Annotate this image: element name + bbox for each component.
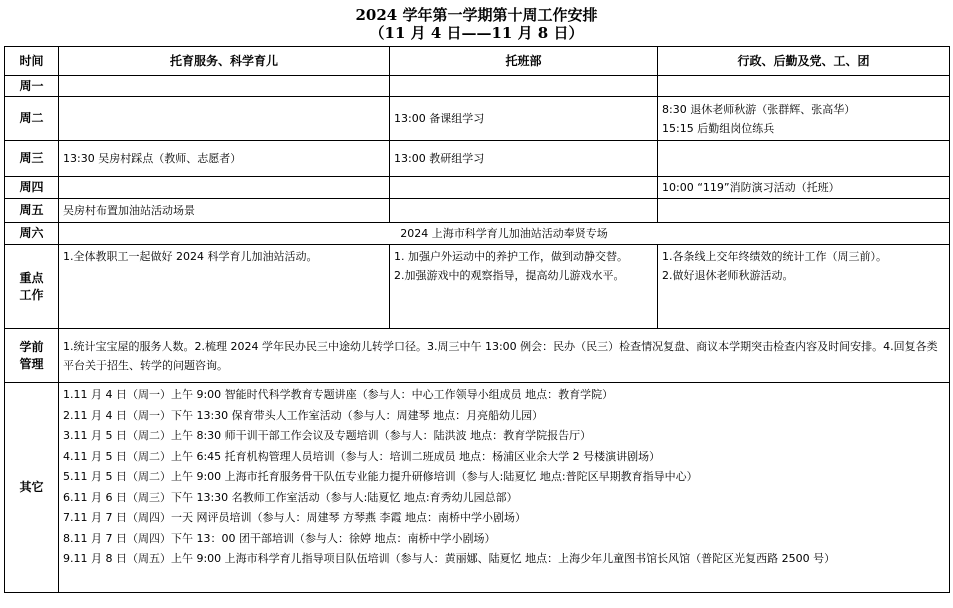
saturday-event: 2024 上海市科学育儿加油站活动奉贤专场	[59, 223, 950, 245]
cell-childcare	[59, 177, 390, 199]
focus-label	[5, 245, 59, 329]
list-item: 4.11 月 5 日（周二）上午 6:45 托育机构管理人员培训（参与人：培训二班成员 地点：杨浦区业余大学 2 号楼演讲剧场）	[63, 449, 661, 463]
day-label: 周五	[5, 199, 59, 223]
other-list	[59, 383, 950, 593]
preschool-label-line: 管理	[19, 356, 44, 371]
day-label: 周六	[5, 223, 59, 245]
cell-nursery: 13:00 教研组学习	[390, 141, 658, 177]
day-label: 周二	[5, 97, 59, 141]
cell-childcare	[59, 76, 390, 97]
cell-nursery	[390, 199, 658, 223]
table-row-wednesday	[5, 141, 950, 177]
table-row-preschool	[5, 329, 950, 383]
list-item: 3.11 月 5 日（周二）上午 8:30 师干训干部工作会议及专题培训（参与人：陆洪波 地点：教育学院报告厅）	[63, 429, 592, 442]
focus-nursery-item: 2.加强游戏中的观察指导，提高幼儿游戏水平。	[394, 269, 625, 282]
list-item: 7.11 月 7 日（周四）一天 网评员培训（参与人：周建琴 方琴燕 李霞 地点：南桥中学小剧场）	[63, 511, 526, 524]
cell-childcare: 吴房村布置加油站活动场景	[59, 199, 390, 223]
table-row-friday	[5, 199, 950, 223]
cell-nursery	[390, 177, 658, 199]
cell-nursery	[390, 76, 658, 97]
cell-admin: 10:00 “119”消防演习活动（托班）	[658, 177, 950, 199]
admin-line: 8:30 退休老师秋游（张群辉、张高华）	[662, 102, 856, 116]
list-item: 5.11 月 5 日（周二）上午 9:00 上海市托育服务骨干队伍专业能力提升研修培训（参与人:陆夏忆 地点:普陀区早期教育指导中心）	[63, 470, 698, 483]
table-row-other	[5, 383, 950, 593]
day-label: 周四	[5, 177, 59, 199]
table-row-monday	[5, 76, 950, 97]
cell-admin	[658, 97, 950, 141]
focus-label-line: 重点	[19, 270, 44, 285]
focus-admin-item: 2.做好退休老师秋游活动。	[662, 269, 794, 282]
header-admin: 行政、后勤及党、工、团	[658, 47, 950, 76]
table-row-saturday	[5, 223, 950, 245]
schedule-table	[4, 46, 950, 593]
header-nursery: 托班部	[390, 47, 658, 76]
list-item: 1.11 月 4 日（周一）上午 9:00 智能时代科学教育专题讲座（参与人：中心工作领导小组成员 地点：教育学院）	[63, 388, 614, 401]
cell-nursery: 13:00 备课组学习	[390, 97, 658, 141]
preschool-text: 1.统计宝宝屋的服务人数。2.梳理 2024 学年民办民三中途幼儿转学口径。3.周三中午 13:00 例会：民办（民三）检查情况复盘、商议本学期突击检查内容及时间安排。4.回复各类平台关于招生、转学的问题咨询。	[59, 329, 950, 383]
list-item: 9.11 月 8 日（周五）上午 9:00 上海市科学育儿指导项目队伍培训（参与人：黄丽娜、陆夏忆 地点：上海少年儿童图书馆长风馆（普陀区光复西路 2500 号）	[63, 552, 836, 565]
focus-label-line: 工作	[19, 287, 44, 302]
header-time: 时间	[5, 47, 59, 76]
cell-admin	[658, 76, 950, 97]
preschool-label	[5, 329, 59, 383]
header-childcare: 托育服务、科学育儿	[59, 47, 390, 76]
focus-nursery	[390, 245, 658, 329]
page-title: 2024 学年第一学期第十周工作安排	[355, 6, 598, 24]
day-label: 周一	[5, 76, 59, 97]
table-row-tuesday	[5, 97, 950, 141]
other-label: 其它	[5, 383, 59, 593]
cell-admin	[658, 141, 950, 177]
cell-admin	[658, 199, 950, 223]
header-row	[5, 47, 950, 76]
focus-childcare: 1.全体教职工一起做好 2024 科学育儿加油站活动。	[59, 245, 390, 329]
list-item: 6.11 月 6 日（周三）下午 13:30 名教师工作室活动（参与人:陆夏忆 地点:育秀幼儿园总部）	[63, 490, 518, 504]
table-row-thursday	[5, 177, 950, 199]
page-subtitle: （11 月 4 日——11 月 8 日）	[369, 24, 584, 42]
list-item: 8.11 月 7 日（周四）下午 13：00 团干部培训（参与人：徐婷 地点：南桥中学小剧场）	[63, 531, 496, 545]
focus-admin-item: 1.各条线上交年终绩效的统计工作（周三前）。	[662, 250, 887, 263]
focus-nursery-item: 1. 加强户外运动中的养护工作，做到动静交替。	[394, 250, 628, 263]
cell-childcare: 13:30 吴房村踩点（教师、志愿者）	[59, 141, 390, 177]
focus-admin	[658, 245, 950, 329]
preschool-label-line: 学前	[19, 339, 44, 354]
day-label: 周三	[5, 141, 59, 177]
admin-line: 15:15 后勤组岗位练兵	[662, 121, 775, 135]
list-item: 2.11 月 4 日（周一）下午 13:30 保育带头人工作室活动（参与人：周建琴 地点：月亮船幼儿园）	[63, 408, 544, 422]
cell-childcare	[59, 97, 390, 141]
table-row-focus	[5, 245, 950, 329]
